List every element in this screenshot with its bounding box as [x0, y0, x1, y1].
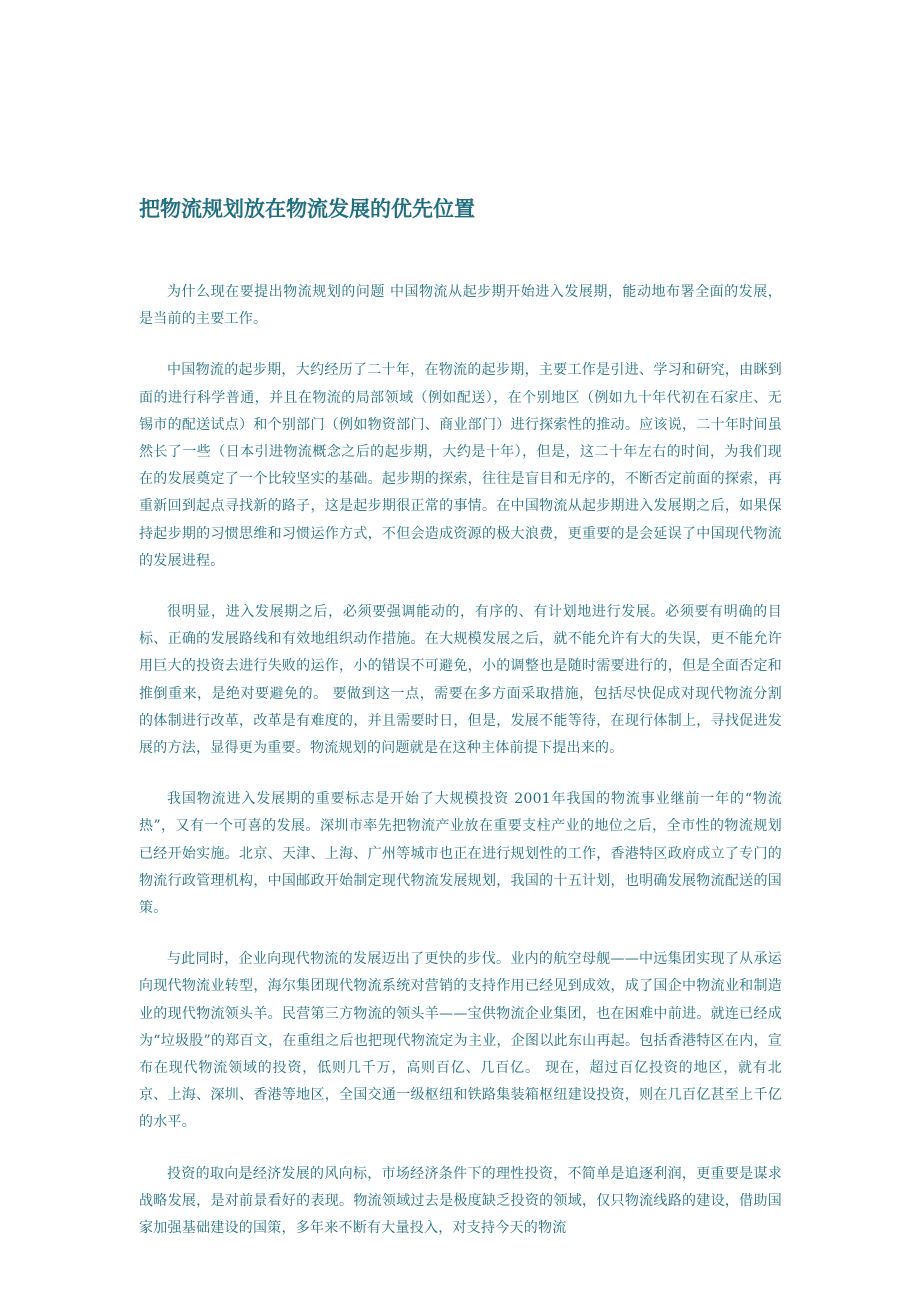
- paragraph-1: 为什么现在要提出物流规划的问题 中国物流从起步期开始进入发展期，能动地布署全面的发展，是当前的主要工作。: [139, 284, 782, 328]
- paragraph-6: 投资的取向是经济发展的风向标，市场经济条件下的理性投资，不简单是追逐利润，更重要是谋求战略发展，是对前景看好的表现。物流领域过去是极度缺乏投资的领域，仅只物流线路的建设，借助国家加强基础建设的国策，多年来不断有大量投入，对支持今天的物流: [139, 1165, 782, 1237]
- document-title: 把物流规划放在物流发展的优先位置: [139, 196, 475, 221]
- paragraph-4: 我国物流进入发展期的重要标志是开始了大规模投资 2001年我国的物流事业继前一年的“物流热”，又有一个可喜的发展。深圳市率先把物流产业放在重要支柱产业的地位之后，全市性的物流规划已经开始实施。北京、天津、上海、广州等城市也正在进行规划性的工作，香港特区政府成立了专门的物流行政管理机构，中国邮政开始制定现代物流发展规划，我国的十五计划，也明确发展物流配送的国策。: [139, 791, 782, 917]
- paragraph-3: 很明显，进入发展期之后，必须要强调能动的，有序的、有计划地进行发展。必须要有明确的目标、正确的发展路线和有效地组织动作措施。在大规模发展之后，就不能允许有大的失误，更不能允许用巨大的投资去进行失败的运作，小的错误不可避免，小的调整也是随时需要进行的，但是全面否定和推倒重来，是绝对要避免的。 要做到这一点，需要在多方面采取措施，包括尽快促成对现代物流分割的体制进行改革，改革是有难度的，并且需要时日，但是，发展不能等待，在现行体制上，寻找促进发展的方法，显得更为重要。物流规划的问题就是在这种主体前提下提出来的。: [139, 604, 782, 757]
- paragraph-5: 与此同时，企业向现代物流的发展迈出了更快的步伐。业内的航空母舰——中远集团实现了从承运向现代物流业转型，海尔集团现代物流系统对营销的支持作用已经见到成效，成了国企中物流业和制造业的现代物流领头羊。民营第三方物流的领头羊——宝供物流企业集团，也在困难中前进。就连已经成为“垃圾股”的郑百文，在重组之后也把现代物流定为主业，企图以此东山再起。包括香港特区在内，宣布在现代物流领域的投资，低则几千万，高则百亿、几百亿。 现在，超过百亿投资的地区，就有北京、上海、深圳、香港等地区，全国交通一级枢纽和铁路集装箱枢纽建设投资，则在几百亿甚至上千亿的水平。: [139, 951, 782, 1131]
- paragraph-2: 中国物流的起步期，大约经历了二十年，在物流的起步期，主要工作是引进、学习和研究，由眯到面的进行科学普通，并且在物流的局部领域（例如配送），在个别地区（例如九十年代初在石家庄、无锡市的配送试点）和个别部门（例如物资部门、商业部门）进行探索性的推动。应该说，二十年时间虽然长了一些（日本引进物流概念之后的起步期，大约是十年），但是，这二十年左右的时间，为我们现在的发展奠定了一个比较坚实的基础。起步期的探索，往往是盲目和无序的，不断否定前面的探索，再重新回到起点寻找新的路子，这是起步期很正常的事情。在中国物流从起步期进入发展期之后，如果保持起步期的习惯思维和习惯运作方式，不但会造成资源的极大浪费，更重要的是会延误了中国现代物流的发展进程。: [139, 362, 782, 569]
- document-body: [139, 279, 782, 1266]
